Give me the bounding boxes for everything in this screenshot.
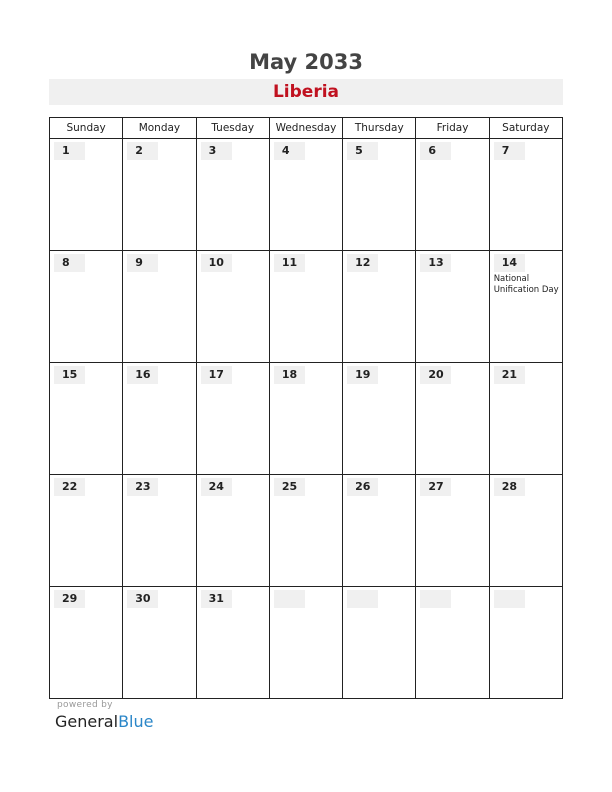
weekday-monday: Monday (123, 118, 196, 139)
day-number: 5 (347, 142, 378, 160)
day-cell (343, 587, 416, 699)
day-number-empty (274, 590, 305, 608)
day-cell (123, 139, 196, 251)
day-number-empty (494, 590, 525, 608)
weekday-saturday: Saturday (489, 118, 562, 139)
day-cell (123, 475, 196, 587)
day-cell (416, 587, 489, 699)
weekday-header-row (50, 118, 563, 139)
generalblue-logo[interactable] (55, 712, 153, 732)
day-number: 3 (201, 142, 232, 160)
day-number: 20 (420, 366, 451, 384)
day-number-empty (420, 590, 451, 608)
day-number: 12 (347, 254, 378, 272)
calendar-grid (49, 117, 563, 699)
day-number: 29 (54, 590, 85, 608)
day-number: 25 (274, 478, 305, 496)
day-number: 26 (347, 478, 378, 496)
day-cell (123, 251, 196, 363)
day-cell (489, 475, 562, 587)
day-number: 27 (420, 478, 451, 496)
day-number: 31 (201, 590, 232, 608)
day-number: 19 (347, 366, 378, 384)
day-cell (50, 251, 123, 363)
day-number: 30 (127, 590, 158, 608)
powered-by-text: powered by (57, 700, 113, 710)
week-row (50, 139, 563, 251)
day-cell (489, 363, 562, 475)
day-cell (196, 251, 269, 363)
weekday-thursday: Thursday (343, 118, 416, 139)
day-cell (489, 587, 562, 699)
day-number: 11 (274, 254, 305, 272)
day-cell (50, 363, 123, 475)
day-cell (196, 475, 269, 587)
day-cell (196, 587, 269, 699)
weekday-sunday: Sunday (50, 118, 123, 139)
day-cell (269, 251, 342, 363)
day-number: 18 (274, 366, 305, 384)
day-number: 24 (201, 478, 232, 496)
day-cell (416, 363, 489, 475)
day-number: 2 (127, 142, 158, 160)
day-cell (196, 363, 269, 475)
brand-blue-text: Blue (118, 712, 154, 731)
page-title: May 2033 (249, 50, 363, 74)
day-number: 23 (127, 478, 158, 496)
day-number: 4 (274, 142, 305, 160)
day-number: 16 (127, 366, 158, 384)
day-cell (269, 139, 342, 251)
day-number-empty (347, 590, 378, 608)
day-number: 21 (494, 366, 525, 384)
day-cell (269, 587, 342, 699)
week-row (50, 587, 563, 699)
day-cell (343, 251, 416, 363)
day-number: 17 (201, 366, 232, 384)
week-row (50, 251, 563, 363)
day-number: 15 (54, 366, 85, 384)
day-cell (123, 587, 196, 699)
day-cell (269, 363, 342, 475)
day-number: 13 (420, 254, 451, 272)
day-cell (50, 475, 123, 587)
day-cell (50, 587, 123, 699)
weekday-wednesday: Wednesday (269, 118, 342, 139)
day-number: 8 (54, 254, 85, 272)
week-row (50, 475, 563, 587)
brand-general-text: General (55, 712, 119, 731)
day-cell (489, 251, 562, 363)
week-row (50, 363, 563, 475)
weekday-friday: Friday (416, 118, 489, 139)
day-cell (416, 251, 489, 363)
day-cell (196, 139, 269, 251)
day-cell (489, 139, 562, 251)
day-cell (343, 475, 416, 587)
day-number: 6 (420, 142, 451, 160)
day-number: 1 (54, 142, 85, 160)
day-number: 22 (54, 478, 85, 496)
holiday-label: National Unification Day (493, 274, 559, 295)
day-cell (343, 363, 416, 475)
day-number: 7 (494, 142, 525, 160)
day-number: 9 (127, 254, 158, 272)
day-cell (50, 139, 123, 251)
day-cell (123, 363, 196, 475)
day-number: 28 (494, 478, 525, 496)
day-number: 10 (201, 254, 232, 272)
day-cell (269, 475, 342, 587)
country-name: Liberia (49, 79, 563, 105)
day-cell (416, 139, 489, 251)
day-cell (343, 139, 416, 251)
day-cell (416, 475, 489, 587)
weekday-tuesday: Tuesday (196, 118, 269, 139)
day-number: 14 (494, 254, 525, 272)
